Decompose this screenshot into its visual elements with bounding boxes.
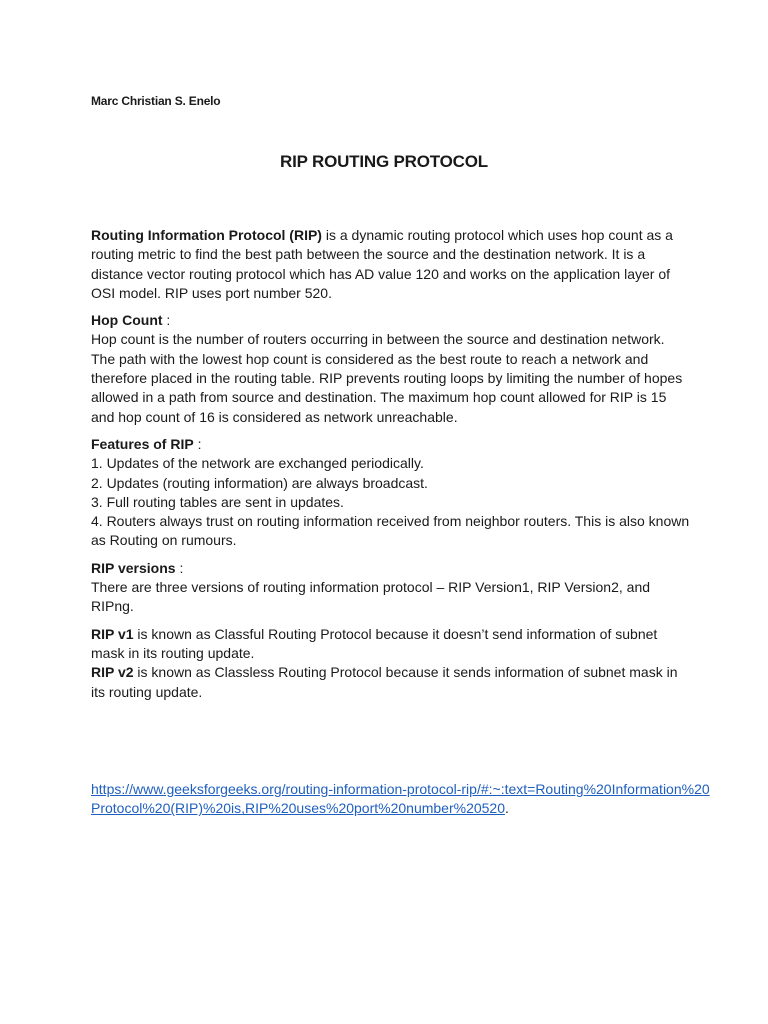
rip-v1-text: is known as Classful Routing Protocol because it doesn’t send information of subnet mask in its routing update. bbox=[91, 625, 658, 661]
source-trailing-period: . bbox=[505, 800, 509, 817]
rip-v2-term: RIP v2 bbox=[91, 664, 134, 681]
source-reference bbox=[91, 780, 711, 819]
versions-heading: RIP versions bbox=[91, 559, 176, 576]
versions-text: There are three versions of routing information protocol – RIP Version1, RIP Version2, and RIPng. bbox=[91, 579, 651, 615]
intro-text: is a dynamic routing protocol which uses hop count as a routing metric to find the best path between the source and the destination network. It is a distance vector routing protocol which has AD value 120 and works on the application layer of OSI model. RIP uses port number 520. bbox=[91, 227, 673, 301]
rip-v1-line bbox=[91, 625, 691, 664]
rip-v1-term: RIP v1 bbox=[91, 625, 134, 642]
features-heading: Features of RIP bbox=[91, 435, 194, 452]
rip-v-section bbox=[91, 625, 691, 702]
feature-item: 4. Routers always trust on routing information received from neighbor routers. This is also known as Routing on rumours. bbox=[91, 513, 690, 549]
feature-item: 3. Full routing tables are sent in updates. bbox=[91, 493, 344, 510]
versions-heading-line bbox=[91, 559, 691, 578]
feature-item: 2. Updates (routing information) are always broadcast. bbox=[91, 474, 428, 491]
features-colon: : bbox=[193, 435, 202, 452]
versions-colon: : bbox=[175, 559, 184, 576]
author-name: Marc Christian S. Enelo bbox=[91, 94, 221, 108]
document-title: RIP ROUTING PROTOCOL bbox=[280, 152, 488, 171]
feature-item: 1. Updates of the network are exchanged periodically. bbox=[91, 455, 424, 472]
intro-paragraph bbox=[91, 226, 691, 303]
hop-count-section bbox=[91, 311, 691, 427]
features-heading-line bbox=[91, 435, 691, 454]
versions-section bbox=[91, 559, 691, 617]
source-link[interactable]: https://www.geeksforgeeks.org/routing-information-protocol-rip/#:~:text=Routing%20Information%20Protocol%20(RIP)%20is,RIP%20uses%20port%20number%20520 bbox=[91, 781, 710, 817]
hop-count-text: Hop count is the number of routers occurring in between the source and destination network. The path with the lowest hop count is considered as the best route to reach a network and therefore placed in the routing table. RIP prevents routing loops by limiting the number of hopes allowed in a path from source and destination. The maximum hop count allowed for RIP is 15 and hop count of 16 is considered as network unreachable. bbox=[91, 331, 683, 425]
intro-term: Routing Information Protocol (RIP) bbox=[91, 227, 322, 243]
rip-v2-line bbox=[91, 663, 691, 702]
rip-v2-text: is known as Classless Routing Protocol because it sends information of subnet mask in its routing update. bbox=[91, 664, 678, 700]
hop-count-heading-line bbox=[91, 311, 691, 330]
document-body bbox=[91, 226, 691, 710]
hop-count-colon: : bbox=[162, 312, 171, 329]
hop-count-heading: Hop Count bbox=[91, 312, 163, 329]
features-section bbox=[91, 435, 691, 551]
